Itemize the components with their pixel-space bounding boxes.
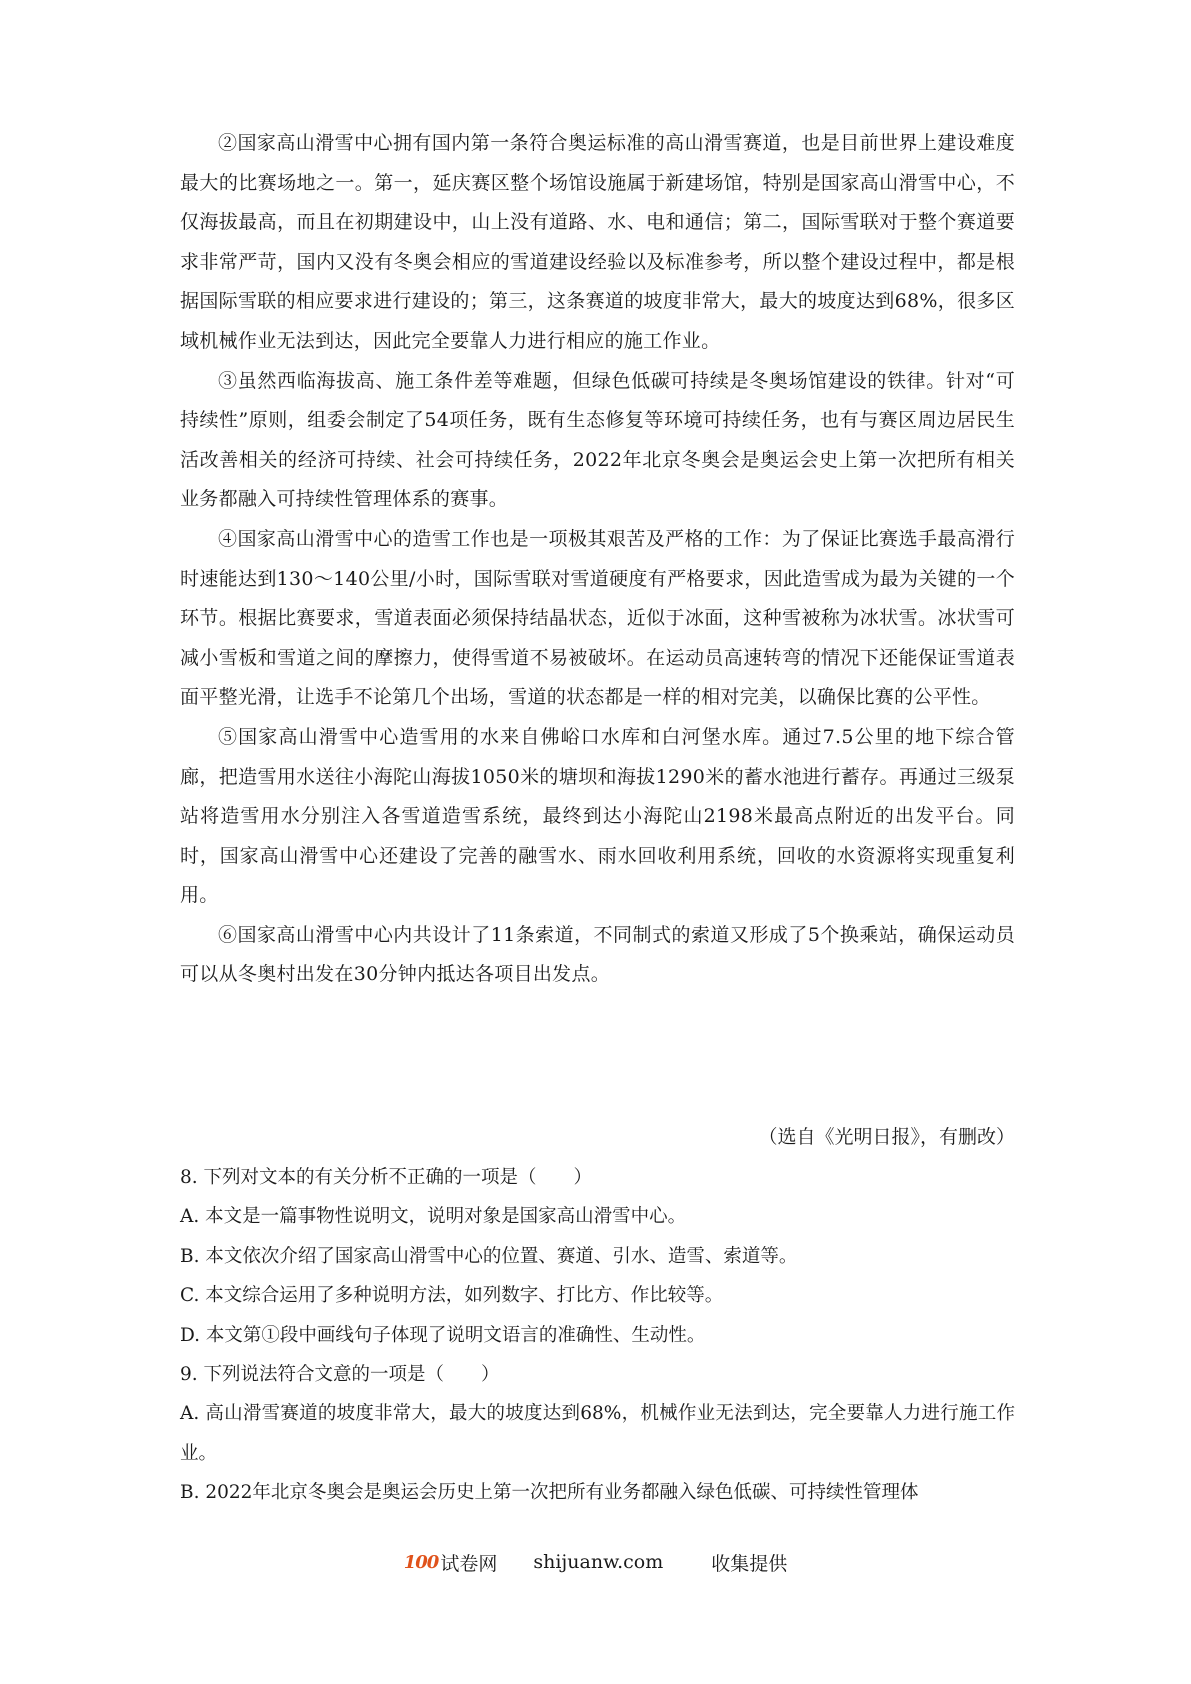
page-footer [0, 1540, 1191, 1584]
paragraph-6: ⑥国家高山滑雪中心内共设计了11条索道，不同制式的索道又形成了5个换乘站，确保运动员可以从冬奥村出发在30分钟内抵达各项目出发点。 [180, 923, 1015, 986]
footer-note: 收集提供 [711, 1552, 788, 1575]
question-9-stem: 9. 下列说法符合文意的一项是（ ） [180, 1364, 500, 1386]
logo-text: 试卷网 [440, 1552, 498, 1575]
questions-section [180, 1158, 1015, 1513]
paragraph-4: ④国家高山滑雪中心的造雪工作也是一项极其艰苦及严格的工作：为了保证比赛选手最高滑行时速能达到130～140公里/小时，国际雪联对雪道硬度有严格要求，因此造雪成为最为关键的一个环节。根据比赛要求，雪道表面必须保持结晶状态，近似于冰面，这种雪被称为冰状雪。冰状雪可减小雪板和雪道之间的摩擦力，使得雪道不易被破坏。在运动员高速转弯的情况下还能保证雪道表面平整光滑，让选手不论第几个出场，雪道的状态都是一样的相对完美，以确保比赛的公平性。 [180, 527, 1015, 709]
question-8-option-d: D. 本文第①段中画线句子体现了说明文语言的准确性、生动性。 [180, 1324, 706, 1346]
question-8-option-b: B. 本文依次介绍了国家高山滑雪中心的位置、赛道、引水、造雪、索道等。 [180, 1245, 798, 1267]
footer-domain: shijuanw.com [533, 1551, 664, 1573]
question-8-option-a: A. 本文是一篇事物性说明文，说明对象是国家高山滑雪中心。 [180, 1206, 687, 1228]
question-9-option-b: B. 2022年北京冬奥会是奥运会历史上第一次把所有业务都融入绿色低碳、可持续性管理体 [180, 1482, 919, 1504]
paragraph-5: ⑤国家高山滑雪中心造雪用的水来自佛峪口水库和白河堡水库。通过7.5公里的地下综合管廊，把造雪用水送往小海陀山海拔1050米的塘坝和海拔1290米的蓄水池进行蓄存。再通过三级泵站将造雪用水分别注入各雪道造雪系统，最终到达小海陀山2198米最高点附近的出发平台。同时，国家高山滑雪中心还建设了完善的融雪水、雨水回收利用系统，回收的水资源将实现重复利用。 [180, 725, 1015, 907]
question-8-option-c: C. 本文综合运用了多种说明方法，如列数字、打比方、作比较等。 [180, 1285, 724, 1307]
paragraph-3: ③虽然西临海拔高、施工条件差等难题，但绿色低碳可持续是冬奥场馆建设的铁律。针对“可持续性”原则，组委会制定了54项任务，既有生态修复等环境可持续任务，也有与赛区周边居民生活改善相关的经济可持续、社会可持续任务，2022年北京冬奥会是奥运会史上第一次把所有相关业务都融入可持续性管理体系的赛事。 [180, 369, 1015, 511]
paragraph-2: ②国家高山滑雪中心拥有国内第一条符合奥运标准的高山滑雪赛道，也是目前世界上建设难度最大的比赛场地之一。第一，延庆赛区整个场馆设施属于新建场馆，特别是国家高山滑雪中心，不仅海拔最高，而且在初期建设中，山上没有道路、水、电和通信；第二，国际雪联对于整个赛道要求非常严苛，国内又没有冬奥会相应的雪道建设经验以及标准参考，所以整个建设过程中，都是根据国际雪联的相应要求进行建设的；第三，这条赛道的坡度非常大，最大的坡度达到68%，很多区域机械作业无法到达，因此完全要靠人力进行相应的施工作业。 [180, 132, 1015, 352]
question-8-stem: 8. 下列对文本的有关分析不正确的一项是（ ） [180, 1167, 593, 1188]
source-citation: （选自《光明日报》，有删改） [758, 1126, 1015, 1148]
article-body [180, 124, 1015, 995]
site-logo [404, 1549, 498, 1576]
question-9-option-a: A. 高山滑雪赛道的坡度非常大，最大的坡度达到68%，机械作业无法到达，完全要靠人力进行施工作业。 [180, 1403, 1015, 1464]
logo-mark-icon: 100 [403, 1551, 439, 1573]
